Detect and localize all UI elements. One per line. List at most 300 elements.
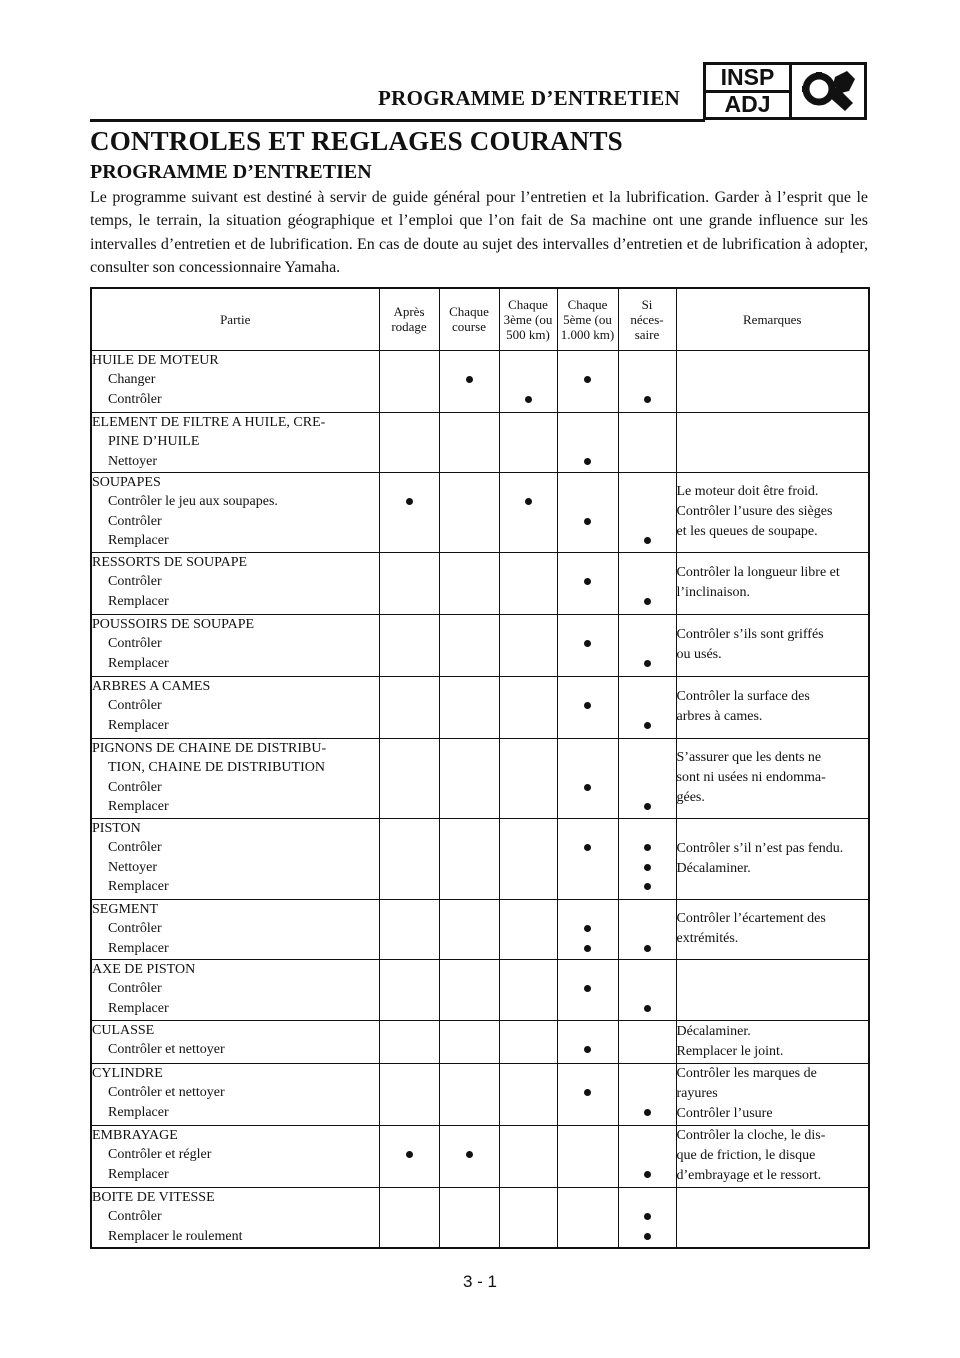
bullet-dot-icon	[525, 396, 532, 403]
interval-line	[500, 1103, 557, 1123]
interval-cell	[379, 899, 439, 959]
interval-line	[500, 452, 557, 472]
part-operation: Contrôler et nettoyer	[108, 1085, 225, 1100]
interval-line	[619, 592, 676, 612]
interval-line	[500, 1145, 557, 1165]
interval-line	[380, 553, 439, 573]
interval-cell	[439, 899, 499, 959]
interval-line	[500, 1021, 557, 1041]
interval-cell	[618, 1125, 676, 1187]
interval-line	[500, 1126, 557, 1146]
bullet-dot-icon	[584, 702, 591, 709]
interval-line	[619, 553, 676, 573]
interval-line	[558, 1188, 618, 1208]
remark-line: d’embrayage et le ressort.	[676, 1168, 822, 1183]
table-row	[91, 614, 869, 676]
interval-line	[558, 999, 618, 1019]
interval-line	[440, 452, 499, 472]
remark-line: gées.	[676, 790, 705, 805]
interval-line	[619, 492, 676, 512]
interval-line	[619, 1021, 676, 1041]
interval-line	[558, 939, 618, 959]
remark-line: Contrôler la cloche, le dis-	[676, 1128, 826, 1143]
interval-line	[380, 1103, 439, 1123]
interval-line	[558, 492, 618, 512]
interval-line	[380, 654, 439, 674]
interval-line	[500, 999, 557, 1019]
remarks-cell	[676, 818, 869, 899]
interval-line	[619, 819, 676, 839]
interval-cell	[439, 1020, 499, 1063]
interval-cell	[618, 614, 676, 676]
interval-line	[619, 877, 676, 897]
interval-line	[500, 654, 557, 674]
part-operation: Remplacer	[108, 1000, 169, 1016]
bullet-dot-icon	[584, 784, 591, 791]
remarks-cell	[676, 1125, 869, 1187]
interval-line	[440, 1040, 499, 1060]
page-number: 3 - 1	[462, 1272, 498, 1291]
remark-line: Contrôler l’usure	[676, 1106, 773, 1121]
part-operation: Contrôler	[108, 921, 162, 936]
interval-cell	[439, 552, 499, 614]
header-part	[91, 288, 379, 350]
bullet-dot-icon	[406, 1151, 413, 1158]
interval-line	[619, 1126, 676, 1146]
interval-line	[500, 758, 557, 778]
remark-line: Remplacer le joint.	[676, 1043, 784, 1059]
part-cell	[91, 1125, 379, 1187]
interval-cell	[439, 1187, 499, 1248]
remarks-cell	[676, 1020, 869, 1063]
header-row	[91, 288, 869, 350]
bullet-dot-icon	[584, 844, 591, 851]
remark-line: l’inclinaison.	[676, 585, 750, 600]
interval-line	[500, 877, 557, 897]
header-every-5th	[557, 288, 618, 350]
header-part-label: Partie	[220, 311, 251, 327]
part-name: SOUPAPES	[92, 474, 161, 490]
interval-line	[619, 452, 676, 472]
interval-line	[619, 858, 676, 878]
interval-cell	[379, 676, 439, 738]
interval-line	[619, 900, 676, 920]
interval-line	[440, 390, 499, 410]
interval-line	[380, 592, 439, 612]
bullet-dot-icon	[584, 945, 591, 952]
interval-line	[619, 473, 676, 493]
interval-line	[619, 370, 676, 390]
part-name: PISTON	[92, 820, 141, 836]
interval-line	[500, 592, 557, 612]
interval-line	[558, 1126, 618, 1146]
interval-line	[558, 1207, 618, 1227]
remark-line: Contrôler la longueur libre et	[676, 565, 840, 580]
header-line: rodage	[391, 319, 427, 335]
interval-line	[558, 1145, 618, 1165]
interval-line	[380, 432, 439, 452]
interval-line	[619, 512, 676, 532]
bullet-dot-icon	[644, 883, 651, 890]
part-cell	[91, 818, 379, 899]
interval-line	[558, 900, 618, 920]
part-operation: Remplacer	[108, 879, 169, 894]
bullet-dot-icon	[584, 1089, 591, 1096]
interval-line	[500, 473, 557, 493]
interval-cell	[439, 959, 499, 1020]
part-cell	[91, 899, 379, 959]
interval-line	[380, 615, 439, 635]
interval-line	[380, 1040, 439, 1060]
part-operation: Remplacer	[108, 655, 169, 671]
interval-line	[380, 696, 439, 716]
interval-cell	[379, 959, 439, 1020]
header-line: saire	[634, 326, 660, 342]
interval-line	[558, 473, 618, 493]
section-header-title: PROGRAMME D’ENTRETIEN	[378, 86, 681, 110]
interval-cell	[439, 412, 499, 472]
wrench-gear-icon	[792, 65, 864, 117]
interval-line	[558, 531, 618, 551]
bullet-dot-icon	[584, 458, 591, 465]
interval-line	[380, 1145, 439, 1165]
interval-line	[619, 1145, 676, 1165]
interval-cell	[557, 959, 618, 1020]
badge-line-insp: INSP	[706, 65, 789, 93]
interval-cell	[557, 552, 618, 614]
interval-line	[558, 1040, 618, 1060]
interval-cell	[618, 472, 676, 552]
interval-line	[440, 1126, 499, 1146]
interval-line	[500, 1188, 557, 1208]
remark-line: arbres à cames.	[676, 709, 763, 724]
header-line: 500 km)	[506, 326, 550, 342]
part-operation: Contrôler	[108, 779, 162, 795]
interval-line	[500, 778, 557, 798]
interval-cell	[499, 676, 557, 738]
table-row	[91, 676, 869, 738]
interval-cell	[557, 899, 618, 959]
interval-line	[380, 1165, 439, 1185]
remark-line: Contrôler s’il n’est pas fendu.	[676, 840, 844, 856]
remark-line: Contrôler s’ils sont griffés	[676, 627, 824, 642]
interval-line	[558, 877, 618, 897]
interval-line	[558, 677, 618, 697]
bullet-dot-icon	[644, 844, 651, 851]
interval-line	[440, 999, 499, 1019]
part-cell	[91, 350, 379, 412]
interval-line	[500, 900, 557, 920]
interval-line	[380, 492, 439, 512]
interval-line	[619, 838, 676, 858]
part-operation: Contrôler	[108, 698, 162, 713]
header-line: 3ème (ou	[503, 311, 553, 327]
table-row	[91, 818, 869, 899]
interval-line	[558, 1103, 618, 1123]
interval-line	[619, 960, 676, 980]
interval-cell	[379, 412, 439, 472]
interval-line	[380, 1188, 439, 1208]
remark-line: que de friction, le disque	[676, 1148, 816, 1163]
interval-line	[500, 531, 557, 551]
part-operation: Contrôler	[108, 513, 162, 529]
header-line: néces-	[630, 311, 664, 327]
interval-line	[440, 919, 499, 939]
interval-line	[558, 696, 618, 716]
part-cell	[91, 676, 379, 738]
interval-line	[500, 413, 557, 433]
interval-line	[440, 1165, 499, 1185]
table-row	[91, 959, 869, 1020]
bullet-dot-icon	[584, 518, 591, 525]
interval-line	[440, 531, 499, 551]
interval-line	[558, 758, 618, 778]
part-operation: Contrôler	[108, 981, 162, 996]
interval-line	[500, 615, 557, 635]
interval-line	[500, 1207, 557, 1227]
remarks-cell	[676, 552, 869, 614]
interval-line	[558, 819, 618, 839]
interval-line	[619, 919, 676, 939]
bullet-dot-icon	[644, 722, 651, 729]
interval-cell	[379, 1187, 439, 1248]
bullet-dot-icon	[644, 1171, 651, 1178]
part-cell	[91, 614, 379, 676]
interval-line	[558, 452, 618, 472]
header-line: 1.000 km)	[560, 326, 615, 342]
interval-line	[558, 739, 618, 759]
interval-line	[500, 1227, 557, 1247]
interval-cell	[618, 899, 676, 959]
interval-line	[619, 797, 676, 817]
interval-line	[440, 900, 499, 920]
interval-line	[380, 739, 439, 759]
intro-paragraph: Le programme suivant est destiné à servir de guide général pour l’entretien et la lubrification. Garder à l’esprit que le temps, le terrain, la situation géographique et l’emploi que l’on fait de Sa machine ont une grande influence sur les intervalles d’entretien et de lubrification. En cas de doute au sujet des intervalles d’entretien et de lubrification à adopter, consulter son concessionnaire Yamaha.	[90, 189, 868, 277]
interval-cell	[618, 1020, 676, 1063]
part-cell	[91, 412, 379, 472]
part-name: CYLINDRE	[92, 1065, 163, 1081]
interval-cell	[618, 1187, 676, 1248]
remarks-cell	[676, 1063, 869, 1125]
part-operation: Contrôler	[108, 1209, 162, 1224]
header-every-3rd	[499, 288, 557, 350]
interval-line	[380, 1207, 439, 1227]
part-operation: Contrôler	[108, 391, 162, 407]
part-name: AXE DE PISTON	[92, 961, 196, 977]
interval-cell	[618, 412, 676, 472]
interval-line	[619, 351, 676, 371]
interval-cell	[557, 818, 618, 899]
badge-line-adj: ADJ	[724, 91, 771, 118]
part-operation: Remplacer	[108, 717, 169, 733]
interval-cell	[499, 738, 557, 818]
part-operation: Contrôler	[108, 574, 162, 589]
interval-line	[440, 1103, 499, 1123]
bullet-dot-icon	[644, 803, 651, 810]
maintenance-table	[90, 287, 870, 1249]
interval-cell	[499, 472, 557, 552]
remarks-cell	[676, 676, 869, 738]
interval-cell	[557, 412, 618, 472]
interval-line	[619, 1188, 676, 1208]
bullet-dot-icon	[644, 598, 651, 605]
table-body	[91, 350, 869, 1248]
bullet-dot-icon	[644, 864, 651, 871]
interval-cell	[499, 1063, 557, 1125]
part-operation: Changer	[108, 372, 156, 387]
interval-line	[440, 553, 499, 573]
interval-line	[440, 351, 499, 371]
interval-line	[500, 677, 557, 697]
part-cell	[91, 738, 379, 818]
interval-line	[500, 979, 557, 999]
interval-line	[558, 592, 618, 612]
interval-cell	[557, 676, 618, 738]
interval-line	[380, 919, 439, 939]
bullet-dot-icon	[644, 1233, 651, 1240]
remark-line: Contrôler l’écartement des	[676, 911, 826, 926]
interval-line	[440, 877, 499, 897]
table-row	[91, 738, 869, 818]
remark-line: Contrôler l’usure des sièges	[676, 504, 833, 519]
remarks-cell	[676, 738, 869, 818]
badge-text	[706, 65, 792, 117]
part-operation: Contrôler et nettoyer	[108, 1042, 225, 1057]
part-name: SEGMENT	[92, 901, 159, 917]
interval-cell	[379, 472, 439, 552]
interval-cell	[499, 959, 557, 1020]
interval-line	[558, 858, 618, 878]
interval-line	[558, 838, 618, 858]
interval-line	[380, 877, 439, 897]
interval-cell	[499, 350, 557, 412]
interval-line	[619, 716, 676, 736]
header-line: Chaque	[449, 304, 489, 320]
part-operation: Remplacer	[108, 1104, 169, 1120]
interval-cell	[499, 614, 557, 676]
interval-cell	[499, 412, 557, 472]
interval-cell	[557, 1020, 618, 1063]
bullet-dot-icon	[644, 537, 651, 544]
interval-line	[440, 432, 499, 452]
document-title: CONTROLES ET REGLAGES COURANTS	[90, 126, 623, 156]
interval-line	[619, 1227, 676, 1247]
interval-line	[440, 739, 499, 759]
remark-line: ou usés.	[676, 647, 722, 662]
interval-line	[558, 1227, 618, 1247]
table-row	[91, 552, 869, 614]
interval-cell	[379, 552, 439, 614]
interval-line	[440, 939, 499, 959]
interval-line	[380, 390, 439, 410]
remark-line: Décalaminer.	[676, 860, 751, 876]
interval-line	[500, 696, 557, 716]
interval-line	[500, 432, 557, 452]
remark-line: Contrôler les marques de	[676, 1066, 817, 1081]
interval-line	[440, 960, 499, 980]
interval-line	[558, 634, 618, 654]
interval-cell	[379, 818, 439, 899]
table-row	[91, 472, 869, 552]
remarks-cell	[676, 614, 869, 676]
part-operation: Nettoyer	[108, 453, 157, 469]
interval-line	[558, 432, 618, 452]
interval-line	[558, 919, 618, 939]
header-rule	[90, 119, 705, 122]
interval-line	[440, 696, 499, 716]
part-operation: Contrôler	[108, 840, 162, 855]
interval-line	[500, 819, 557, 839]
interval-line	[500, 797, 557, 817]
part-operation: Remplacer	[108, 533, 169, 548]
document-subtitle: PROGRAMME D’ENTRETIEN	[90, 161, 372, 183]
interval-cell	[618, 1063, 676, 1125]
interval-line	[619, 696, 676, 716]
bullet-dot-icon	[584, 640, 591, 647]
interval-line	[558, 716, 618, 736]
interval-line	[440, 654, 499, 674]
interval-line	[440, 370, 499, 390]
interval-line	[558, 351, 618, 371]
interval-cell	[499, 899, 557, 959]
interval-line	[619, 654, 676, 674]
interval-cell	[618, 818, 676, 899]
interval-cell	[379, 738, 439, 818]
part-name: POUSSOIRS DE SOUPAPE	[92, 616, 255, 632]
interval-line	[500, 919, 557, 939]
interval-line	[380, 819, 439, 839]
interval-line	[619, 1040, 676, 1060]
interval-line	[440, 473, 499, 493]
part-name: PIGNONS DE CHAINE DE DISTRIBU-	[92, 740, 327, 756]
part-operation: Remplacer	[108, 799, 169, 814]
part-name: BOITE DE VITESSE	[92, 1189, 215, 1205]
interval-line	[500, 634, 557, 654]
interval-line	[380, 758, 439, 778]
interval-line	[500, 553, 557, 573]
part-operation: Remplacer	[108, 593, 169, 609]
interval-line	[500, 390, 557, 410]
interval-line	[380, 572, 439, 592]
interval-cell	[439, 1125, 499, 1187]
interval-line	[440, 858, 499, 878]
interval-cell	[379, 1020, 439, 1063]
interval-cell	[557, 350, 618, 412]
interval-line	[558, 1083, 618, 1103]
interval-line	[380, 1227, 439, 1247]
interval-cell	[618, 676, 676, 738]
interval-cell	[499, 1187, 557, 1248]
table-row	[91, 1187, 869, 1248]
bullet-dot-icon	[466, 1151, 473, 1158]
interval-line	[558, 553, 618, 573]
interval-line	[440, 677, 499, 697]
bullet-dot-icon	[406, 498, 413, 505]
interval-line	[380, 716, 439, 736]
bullet-dot-icon	[644, 396, 651, 403]
bullet-dot-icon	[644, 1213, 651, 1220]
interval-line	[380, 512, 439, 532]
part-operation: Nettoyer	[108, 859, 157, 875]
table-row	[91, 899, 869, 959]
bullet-dot-icon	[525, 498, 532, 505]
header-remarks	[676, 288, 869, 350]
interval-cell	[439, 614, 499, 676]
interval-line	[380, 999, 439, 1019]
part-operation: Contrôler et régler	[108, 1147, 212, 1162]
interval-cell	[557, 1125, 618, 1187]
interval-line	[380, 858, 439, 878]
